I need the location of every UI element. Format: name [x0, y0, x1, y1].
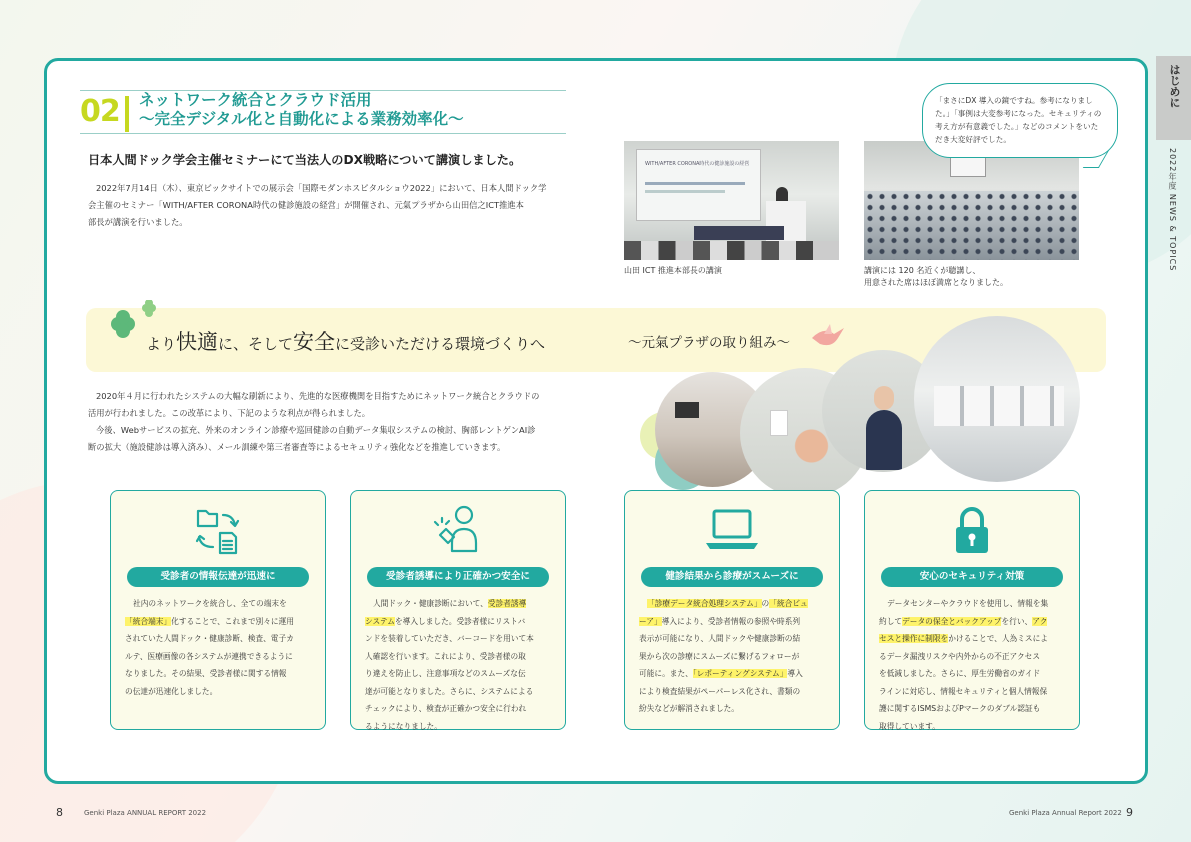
- panel-table: [694, 226, 784, 240]
- side-tab-subtitle: 2022年度 NEWS & TOPICS: [1168, 148, 1177, 272]
- highlighted-text: セスと操作に制限を: [879, 634, 949, 643]
- benefit-card: [350, 490, 566, 730]
- laptop-icon: [702, 505, 762, 557]
- card-line: の伝達が迅速化しました。: [125, 686, 218, 696]
- card-line: ラインに対応し、情報セキュリティと個人情報保: [879, 686, 1048, 696]
- card-title: 受診者誘導により正確かつ安全に: [367, 567, 549, 587]
- card-line: なりました。その結果、受診者様に関する情報: [125, 669, 287, 678]
- page-number-right: 9: [1126, 806, 1133, 819]
- card-line: 可能に。また、「レポーティングシステム」導入: [639, 669, 803, 678]
- card-title: 安心のセキュリティ対策: [881, 567, 1063, 587]
- card-line: 約してデータの保全とバックアップを行い、アク: [879, 616, 1048, 626]
- highlighted-text: 「診療データ統合処理システム」: [647, 599, 762, 608]
- lecture-photo-audience: [864, 141, 1079, 260]
- highlighted-text: ーア」: [639, 616, 662, 626]
- card-body: [639, 595, 827, 718]
- section-number: 02: [80, 94, 120, 129]
- presentation-screen: [636, 149, 761, 221]
- card-body: [879, 595, 1067, 735]
- section-bar: [125, 96, 129, 132]
- card-line: 達が可能となりました。さらに、システムによる: [365, 686, 534, 696]
- card-body: [125, 595, 313, 700]
- highlighted-text: 受診者誘導: [487, 599, 527, 608]
- audience-crowd: [864, 191, 1079, 260]
- screen-text: WITH/AFTER CORONA時代の健診施設の経営: [645, 161, 750, 167]
- card-line: ンドを装着していただき、バーコードを用いて本: [365, 634, 534, 643]
- card-line: り違えを防止し、注意事項などのスムーズな伝: [365, 669, 526, 678]
- card-line: 「統合端末」化することで、これまで別々に運用: [125, 616, 294, 626]
- footer-left: Genki Plaza ANNUAL REPORT 2022: [84, 809, 207, 817]
- card-title: 受診者の情報伝達が迅速に: [127, 567, 309, 587]
- card-line: を低減しました。さらに、厚生労働省のガイド: [879, 669, 1041, 678]
- card-line: セスと操作に制限をかけることで、人為ミスによ: [879, 634, 1048, 643]
- section-title: [139, 90, 464, 128]
- benefit-card: [110, 490, 326, 730]
- highlighted-text: 「統合端末」: [125, 616, 172, 626]
- card-line: により検査結果がペーパーレス化され、書類の: [639, 686, 801, 696]
- card-line: 護に関するISMSおよびPマークのダブル認証も: [879, 704, 1041, 713]
- intro-line: 部長が講演を行いました。: [88, 217, 188, 227]
- highlighted-text: システム: [365, 616, 395, 626]
- card-title: 健診結果から診療がスムーズに: [641, 567, 823, 587]
- banner-subtitle: 〜元氣プラザの取り組み〜: [628, 335, 790, 351]
- footer-right: Genki Plaza Annual Report 2022: [1009, 809, 1122, 817]
- photo-caption: 講演には 120 名近くが聴講し、 用意された席はほぼ満席となりました。: [864, 266, 1008, 287]
- facility-photo-booths: [914, 316, 1080, 482]
- section-title-line1: ネットワーク統合とクラウド活用: [139, 90, 372, 109]
- lock-icon: [944, 505, 1000, 557]
- banner-title: より快適に、そして安全に受診いただける環境づくりへ: [146, 330, 546, 354]
- intro-line: 会主催のセミナー「WITH/AFTER CORONA時代の健診施設の経営」が開催され、元氣プラザから山田信之ICT推進本: [88, 200, 524, 210]
- bird-icon: [810, 322, 846, 352]
- card-line: システムを導入しました。受診者様にリストバ: [365, 616, 526, 626]
- card-line: 紛失などが解消されました。: [639, 704, 739, 713]
- section-rule-bottom: [80, 133, 566, 134]
- card-line: ーア」導入により、受診者情報の参照や時系列: [639, 616, 801, 626]
- card-line: 人確認を行います。これにより、受診者様の取: [365, 651, 526, 661]
- lecture-photo-speaker: [624, 141, 839, 260]
- highlighted-text: アク: [1032, 616, 1048, 626]
- benefit-card: [864, 490, 1080, 730]
- card-line: 人間ドック・健康診断において、受診者誘導: [373, 599, 527, 608]
- section-title-line2: 〜完全デジタル化と自動化による業務効率化〜: [139, 109, 464, 128]
- highlighted-text: 「レポーティングシステム」: [692, 669, 788, 678]
- card-line: 取得しています。: [879, 721, 940, 731]
- card-line: 社内のネットワークを統合し、全ての端末を: [133, 599, 287, 608]
- comment-bubble: 「まさにDX 導入の鏡ですね。参考になりまし た。」「事例は大変参考になった。セキュリティの 考え方が有意義でした。」などのコメントをいた だき大変好評でした。: [922, 83, 1118, 158]
- card-line: ルテ、医療画像の各システムが連携できるように: [125, 651, 293, 661]
- card-line: 表示が可能になり、人間ドックや健康診断の結: [639, 634, 801, 643]
- card-line: 果から次の診療にスムーズに繋げるフォローが: [639, 651, 800, 661]
- reform-paragraph: 2020年４月に行われたシステムの大幅な刷新により、先進的な医療機関を目指すためにネットワーク統合とクラウドの 活用が行われました。この改革により、下記のような利点が得られました。 今後、Webサービスの拡充、外来のオンライン診療や巡回健診の自動データ集収システムの検討、胸部レントゲンAI診 断の拡大（施設健診は導入済み）、メール訓練や第三者審査等によるセキュリティ強化などを推進していきます。: [88, 391, 540, 452]
- intro-line: 2022年7月14日（木）、東京ビックサイトでの展示会「国際モダンホスピタルショウ2022」において、日本人間ドック学: [96, 183, 547, 193]
- lead-heading: 日本人間ドック学会主催セミナーにて当法人のDX戦略について講演しました。: [88, 153, 522, 167]
- highlighted-text: データの保全とバックアップ: [902, 616, 1002, 626]
- card-line: されていた人間ドック・健康診断、検査、電子カ: [125, 634, 294, 643]
- benefit-card: [624, 490, 840, 730]
- card-line: 「診療データ統合処理システム」の「統合ビュ: [647, 599, 808, 608]
- card-line: チェックにより、検査が正確かつ安全に行われ: [365, 704, 527, 713]
- person-touch-icon: [430, 505, 486, 557]
- card-line: データセンターやクラウドを使用し、情報を集: [887, 599, 1049, 608]
- intro-paragraph: [88, 180, 608, 231]
- card-line: るようになりました。: [365, 721, 442, 731]
- photo-caption: 山田 ICT 推進本部長の講演: [624, 266, 722, 275]
- side-tab-label: はじめに: [1168, 64, 1181, 108]
- audience-row: [624, 241, 839, 260]
- card-line: るデータ漏洩リスクや内外からの不正アクセス: [879, 651, 1041, 661]
- highlighted-text: 「統合ビュ: [769, 599, 808, 608]
- page-number-left: 8: [56, 806, 63, 819]
- sync-documents-icon: [190, 505, 246, 557]
- card-body: [365, 595, 553, 735]
